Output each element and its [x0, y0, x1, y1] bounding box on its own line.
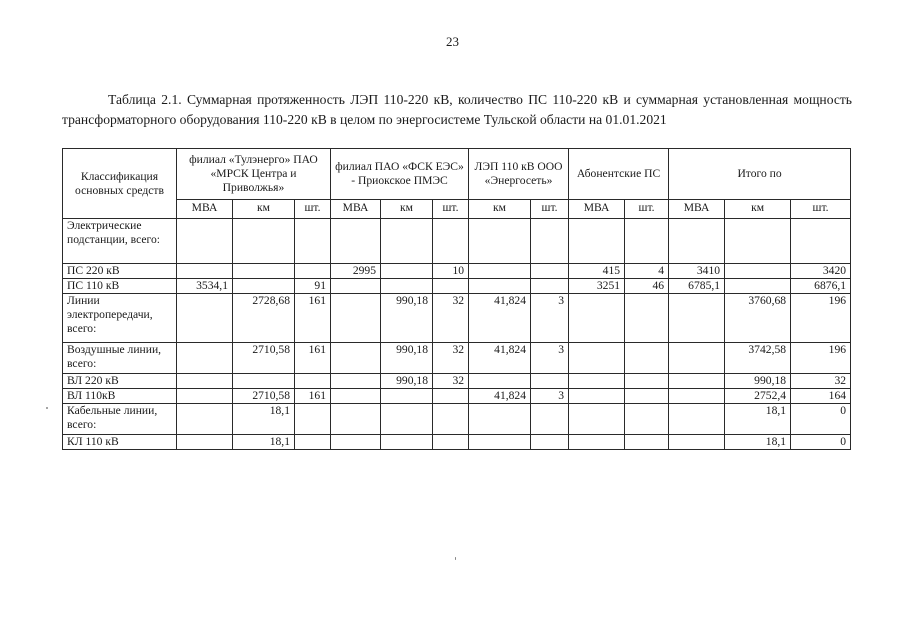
table-cell	[531, 219, 569, 264]
unit-header: км	[381, 200, 433, 219]
row-label: Воздушные линии, всего:	[63, 343, 177, 374]
row-label: Кабельные линии, всего:	[63, 404, 177, 435]
table-cell: 2752,4	[725, 389, 791, 404]
table-cell: 196	[791, 343, 851, 374]
row-label: Линии электропередачи, всего:	[63, 294, 177, 343]
table-cell	[531, 435, 569, 450]
table-cell	[331, 374, 381, 389]
scan-speck	[46, 407, 48, 409]
table-cell	[331, 435, 381, 450]
unit-header: шт.	[625, 200, 669, 219]
table-cell: 18,1	[233, 404, 295, 435]
table-cell	[569, 404, 625, 435]
table-cell	[177, 219, 233, 264]
table-cell	[569, 343, 625, 374]
table-cell	[569, 294, 625, 343]
table-row	[63, 374, 851, 389]
table-cell	[625, 435, 669, 450]
table-cell: 3420	[791, 264, 851, 279]
table-cell: 990,18	[725, 374, 791, 389]
table-cell	[381, 435, 433, 450]
row-label: ПС 110 кВ	[63, 279, 177, 294]
table-cell: 0	[791, 404, 851, 435]
table-cell: 3742,58	[725, 343, 791, 374]
table-cell	[177, 343, 233, 374]
table-cell: 32	[433, 374, 469, 389]
table-cell	[295, 219, 331, 264]
table-cell: 161	[295, 294, 331, 343]
table-cell	[177, 374, 233, 389]
table-cell: 6785,1	[669, 279, 725, 294]
table-cell	[569, 435, 625, 450]
table-cell: 91	[295, 279, 331, 294]
unit-header: МВА	[177, 200, 233, 219]
table-cell	[331, 389, 381, 404]
table-cell	[469, 279, 531, 294]
table-cell	[531, 279, 569, 294]
table-cell	[177, 404, 233, 435]
unit-header: МВА	[331, 200, 381, 219]
table-row	[63, 343, 851, 374]
table-cell	[433, 435, 469, 450]
table-row	[63, 219, 851, 264]
table-caption: Таблица 2.1. Суммарная протяженность ЛЭП 110-220 кВ, количество ПС 110-220 кВ и суммарная установленная мощность трансформаторного оборудования 110-220 кВ в целом по энергосистеме Тульской области на 01.01.2021	[62, 92, 852, 127]
table-cell	[725, 219, 791, 264]
row-label: Электрические подстанции, всего:	[63, 219, 177, 264]
table-cell: 32	[433, 343, 469, 374]
table-cell	[669, 294, 725, 343]
group-header-subscriber: Абонентские ПС	[569, 149, 669, 200]
table-row	[63, 294, 851, 343]
table-cell: 3760,68	[725, 294, 791, 343]
table-cell	[177, 389, 233, 404]
table-cell: 46	[625, 279, 669, 294]
table-cell: 2995	[331, 264, 381, 279]
table-cell	[569, 389, 625, 404]
table-cell	[669, 219, 725, 264]
row-label: ПС 220 кВ	[63, 264, 177, 279]
table-cell	[295, 374, 331, 389]
table-cell	[791, 219, 851, 264]
unit-header: км	[725, 200, 791, 219]
table-cell: 18,1	[233, 435, 295, 450]
table-cell	[233, 374, 295, 389]
table-cell	[381, 264, 433, 279]
table-cell: 2728,68	[233, 294, 295, 343]
table-cell	[331, 343, 381, 374]
table-cell: 3534,1	[177, 279, 233, 294]
table-cell: 990,18	[381, 294, 433, 343]
table-cell	[725, 264, 791, 279]
table-cell	[433, 279, 469, 294]
table-cell: 990,18	[381, 374, 433, 389]
table-cell: 3251	[569, 279, 625, 294]
table-cell	[569, 374, 625, 389]
table-cell	[469, 264, 531, 279]
table-cell	[233, 279, 295, 294]
table-cell: 3	[531, 389, 569, 404]
table-cell	[177, 264, 233, 279]
table-row	[63, 279, 851, 294]
table-cell	[625, 389, 669, 404]
table-cell	[625, 219, 669, 264]
table-cell	[295, 264, 331, 279]
table-row	[63, 264, 851, 279]
table-cell: 32	[433, 294, 469, 343]
table-cell	[669, 389, 725, 404]
unit-header: МВА	[569, 200, 625, 219]
table-cell	[433, 404, 469, 435]
table-cell	[295, 435, 331, 450]
row-label: ВЛ 220 кВ	[63, 374, 177, 389]
unit-header: км	[233, 200, 295, 219]
table-cell	[177, 435, 233, 450]
table-cell: 32	[791, 374, 851, 389]
table-cell: 196	[791, 294, 851, 343]
table-row	[63, 404, 851, 435]
table-cell: 6876,1	[791, 279, 851, 294]
unit-header: шт.	[791, 200, 851, 219]
table-row	[63, 435, 851, 450]
table-cell	[433, 389, 469, 404]
page-number: 23	[446, 34, 459, 49]
group-header-fsk: филиал ПАО «ФСК ЕЭС» - Приокское ПМЭС	[331, 149, 469, 200]
table-cell	[469, 404, 531, 435]
summary-table	[62, 148, 851, 450]
table-cell: 41,824	[469, 389, 531, 404]
table-cell: 4	[625, 264, 669, 279]
table-cell: 161	[295, 389, 331, 404]
table-cell: 161	[295, 343, 331, 374]
table-cell	[233, 264, 295, 279]
table-cell: 3	[531, 294, 569, 343]
table-cell	[233, 219, 295, 264]
table-cell	[531, 404, 569, 435]
table-cell: 10	[433, 264, 469, 279]
unit-header: шт.	[433, 200, 469, 219]
table-cell: 2710,58	[233, 343, 295, 374]
table-cell	[381, 219, 433, 264]
table-cell	[625, 294, 669, 343]
table-cell: 3410	[669, 264, 725, 279]
table-cell: 0	[791, 435, 851, 450]
table-cell	[381, 279, 433, 294]
unit-header: шт.	[531, 200, 569, 219]
table-cell	[469, 435, 531, 450]
table-cell	[669, 374, 725, 389]
table-cell	[331, 404, 381, 435]
unit-header: шт.	[295, 200, 331, 219]
table-cell	[725, 279, 791, 294]
table-cell: 415	[569, 264, 625, 279]
row-label: ВЛ 110кВ	[63, 389, 177, 404]
table-cell	[669, 435, 725, 450]
table-cell	[669, 343, 725, 374]
table-row	[63, 389, 851, 404]
table-cell	[625, 343, 669, 374]
unit-header: км	[469, 200, 531, 219]
table-cell: 41,824	[469, 343, 531, 374]
table-cell	[625, 374, 669, 389]
table-cell	[625, 404, 669, 435]
table-cell: 2710,58	[233, 389, 295, 404]
table-cell: 990,18	[381, 343, 433, 374]
table-cell: 18,1	[725, 435, 791, 450]
table-cell	[295, 404, 331, 435]
table-cell: 18,1	[725, 404, 791, 435]
table-cell	[381, 404, 433, 435]
table-cell	[331, 294, 381, 343]
scan-speck	[455, 557, 456, 560]
table-cell	[433, 219, 469, 264]
classification-header: Классификация основных средств	[63, 149, 177, 219]
group-header-tulenergo: филиал «Тулэнерго» ПАО «МРСК Центра и Приволжья»	[177, 149, 331, 200]
row-label: КЛ 110 кВ	[63, 435, 177, 450]
unit-header: МВА	[669, 200, 725, 219]
table-cell	[331, 219, 381, 264]
table-cell	[669, 404, 725, 435]
group-header-energoset: ЛЭП 110 кВ ООО «Энергосеть»	[469, 149, 569, 200]
table-cell	[331, 279, 381, 294]
group-header-total: Итого по	[669, 149, 851, 200]
table-cell	[531, 374, 569, 389]
table-cell	[381, 389, 433, 404]
table-cell	[569, 219, 625, 264]
table-cell	[469, 219, 531, 264]
table-cell	[177, 294, 233, 343]
table-cell: 3	[531, 343, 569, 374]
table-cell: 164	[791, 389, 851, 404]
table-cell	[531, 264, 569, 279]
table-cell	[469, 374, 531, 389]
table-cell: 41,824	[469, 294, 531, 343]
